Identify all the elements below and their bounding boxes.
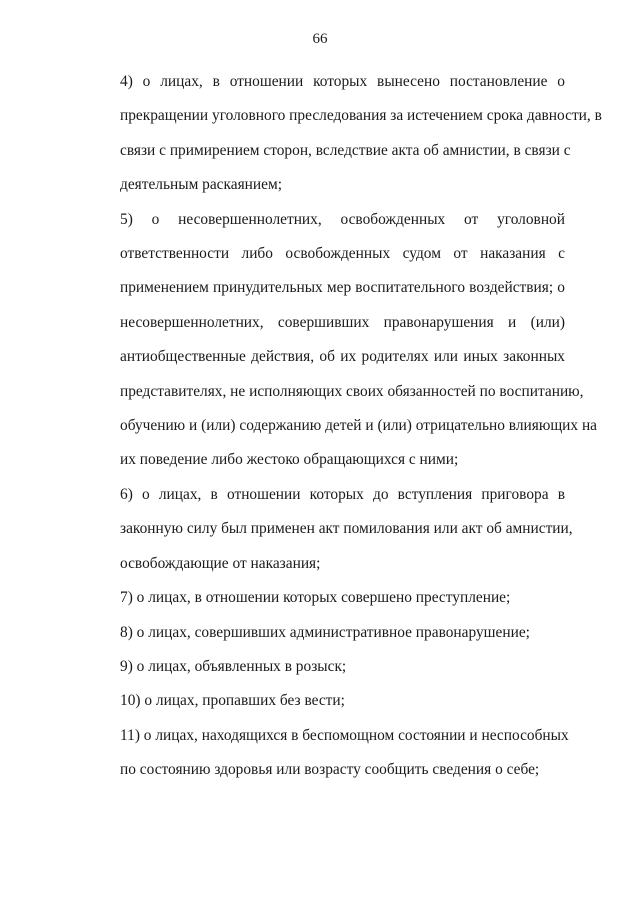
list-item-11 <box>75 719 569 788</box>
list-item-4 <box>75 65 602 203</box>
text-line: 4) о лицах, в отношении которых вынесено постановление о <box>120 73 565 90</box>
text-line: 5) о несовершеннолетних, освобожденных от уголовной <box>120 210 565 228</box>
text-line: связи с примирением сторон, вследствие акта об амнистии, в связи с <box>120 141 571 159</box>
document-body <box>75 65 602 788</box>
text-line: 8) о лицах, совершивших административное правонарушение; <box>120 623 530 641</box>
text-line: их поведение либо жестоко обращающихся с ними; <box>120 451 459 469</box>
text-line: несовершеннолетних, совершивших правонарушения и (или) <box>120 313 565 331</box>
list-item-10 <box>75 684 565 718</box>
text-line: 7) о лицах, в отношении которых совершено преступление; <box>120 589 511 607</box>
text-line: 10) о лицах, пропавших без вести; <box>120 692 345 710</box>
text-line: 6) о лицах, в отношении которых до вступления приговора в <box>120 485 565 503</box>
text-line: прекращении уголовного преследования за истечением срока давности, в <box>120 107 602 125</box>
text-line: представителях, не исполняющих своих обязанностей по воспитанию, <box>120 382 584 400</box>
text-line: применением принудительных мер воспитательного воздействия; о <box>120 279 565 297</box>
text-line: антиобщественные действия, об их родителях или иных законных <box>120 348 565 366</box>
list-item-8 <box>75 616 565 650</box>
text-line: по состоянию здоровья или возрасту сообщить сведения о себе; <box>120 761 540 779</box>
list-item-7 <box>75 581 565 615</box>
text-line: обучению и (или) содержанию детей и (или) отрицательно влияющих на <box>120 417 598 435</box>
text-line: 9) о лицах, объявленных в розыск; <box>120 657 347 675</box>
list-item-5 <box>75 203 598 478</box>
text-line: ответственности либо освобожденных судом от наказания с <box>120 245 565 263</box>
list-item-9 <box>75 650 565 684</box>
text-line: 11) о лицах, находящихся в беспомощном состоянии и неспособных <box>120 726 569 744</box>
list-item-6 <box>75 478 573 581</box>
text-line: законную силу был применен акт помилования или акт об амнистии, <box>120 520 573 538</box>
page-number: 66 <box>312 31 328 47</box>
text-line: освобождающие от наказания; <box>120 554 321 572</box>
text-line: деятельным раскаянием; <box>120 176 282 194</box>
